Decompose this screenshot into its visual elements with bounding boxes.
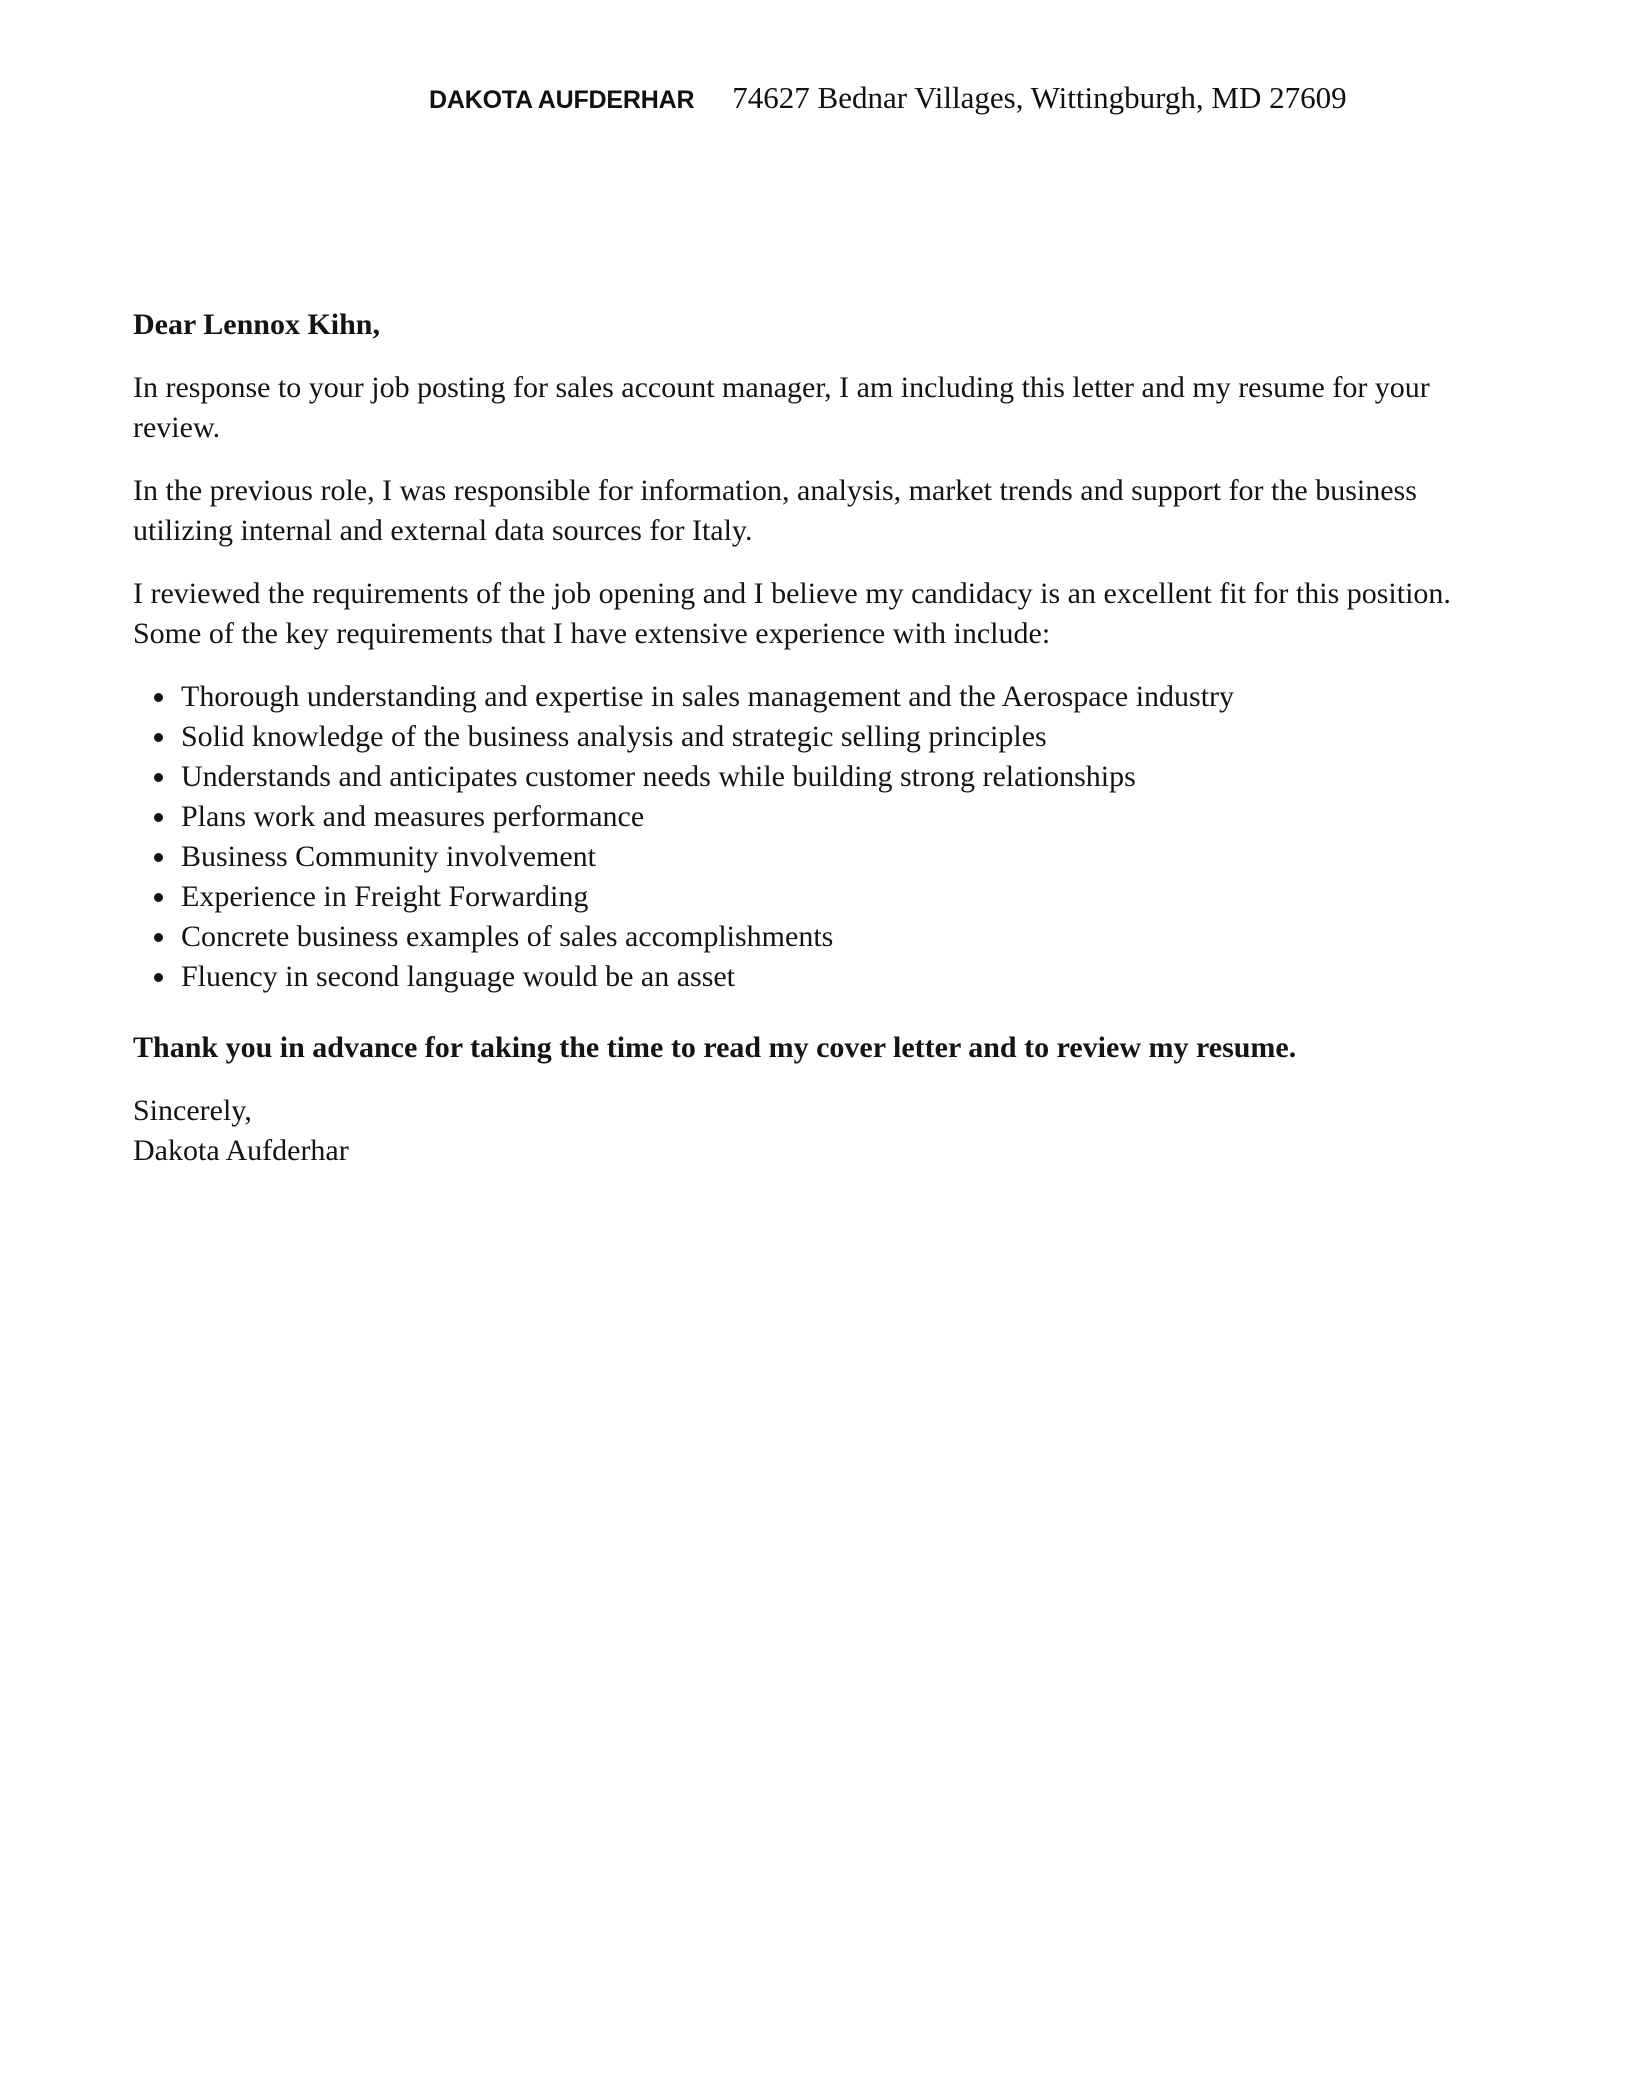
list-item-text: Solid knowledge of the business analysis and strategic selling principles (181, 720, 1047, 753)
list-item-text: Thorough understanding and expertise in sales management and the Aerospace industry (181, 680, 1235, 713)
bullet-icon (154, 693, 163, 702)
bullet-icon (154, 773, 163, 782)
letter-header (429, 80, 1347, 116)
list-item (133, 837, 1513, 877)
letter-body (133, 305, 1513, 1171)
list-item (133, 877, 1513, 917)
bullet-icon (154, 973, 163, 982)
list-item-text: Experience in Freight Forwarding (181, 880, 589, 913)
paragraph-requirements-intro: I reviewed the requirements of the job opening and I believe my candidacy is an excellent fit for this position. Some of the key requirements that I have extensive experience with include: (133, 577, 1451, 650)
list-item (133, 957, 1513, 997)
bullet-icon (154, 893, 163, 902)
list-item-text: Plans work and measures performance (181, 800, 645, 833)
bullet-icon (154, 813, 163, 822)
list-item (133, 717, 1513, 757)
signoff: Sincerely, (133, 1094, 252, 1127)
list-item-text: Concrete business examples of sales accomplishments (181, 920, 834, 953)
bullet-icon (154, 853, 163, 862)
bullet-icon (154, 933, 163, 942)
list-item-text: Fluency in second language would be an asset (181, 960, 736, 993)
closing-statement: Thank you in advance for taking the time to read my cover letter and to review my resume. (133, 1031, 1297, 1064)
list-item-text: Business Community involvement (181, 840, 597, 873)
paragraph-previous-role: In the previous role, I was responsible for information, analysis, market trends and support for the business utilizing internal and external data sources for Italy. (133, 474, 1417, 547)
paragraph-intro: In response to your job posting for sales account manager, I am including this letter and my resume for your review. (133, 371, 1430, 444)
signature-name: Dakota Aufderhar (133, 1134, 349, 1167)
list-item-text: Understands and anticipates customer needs while building strong relationships (181, 760, 1136, 793)
list-item (133, 677, 1513, 717)
list-item (133, 797, 1513, 837)
sender-name: DAKOTA AUFDERHAR (429, 86, 695, 114)
list-item (133, 757, 1513, 797)
bullet-icon (154, 733, 163, 742)
list-item (133, 917, 1513, 957)
sender-address: 74627 Bednar Villages, Wittingburgh, MD 27609 (732, 80, 1347, 115)
greeting: Dear Lennox Kihn, (133, 308, 380, 341)
requirements-list (133, 677, 1513, 997)
